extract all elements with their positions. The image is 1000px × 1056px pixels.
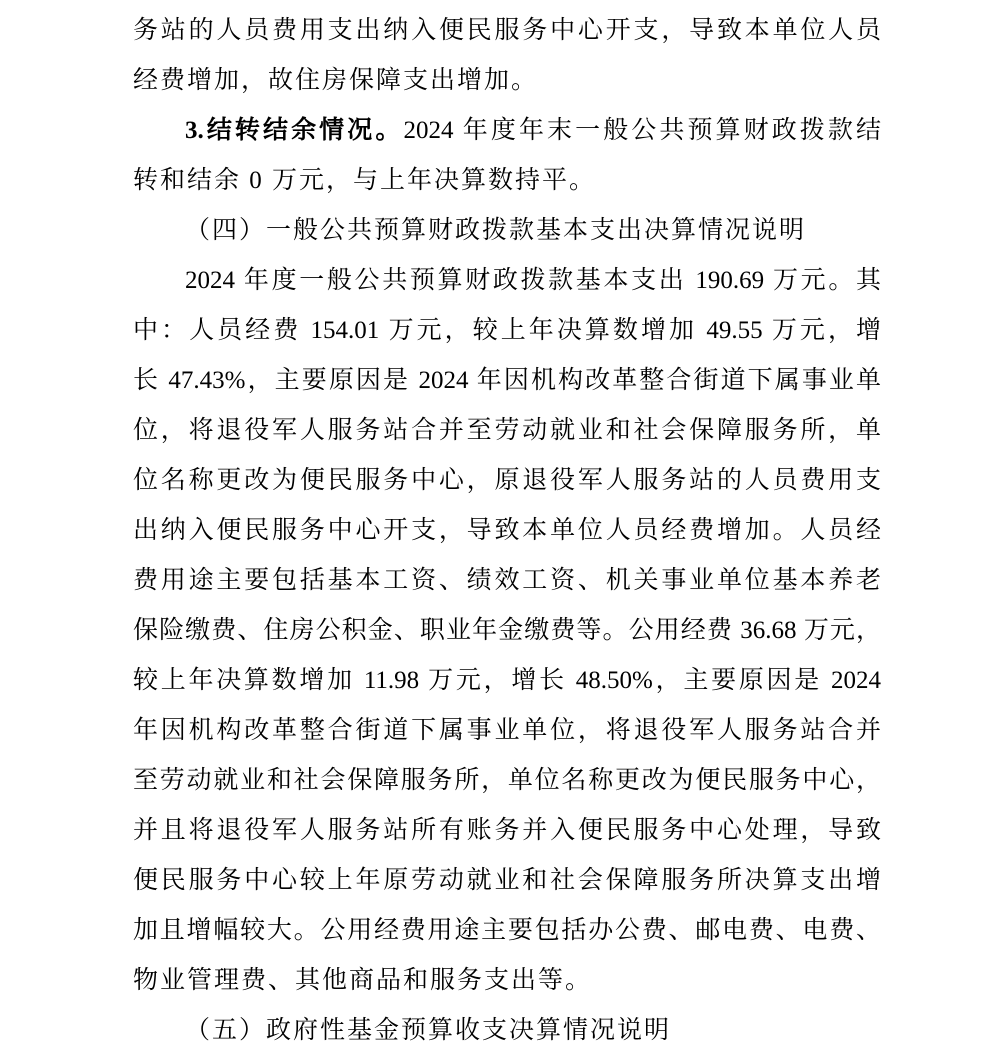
text-run: （四）一般公共预算财政拨款基本支出决算情况说明 — [185, 217, 807, 244]
text-run: 并且将退役军人服务站所有账务并入便民服务中心处理，导致 — [133, 817, 881, 844]
text-line — [133, 856, 881, 906]
text-line — [133, 706, 881, 756]
text-line — [133, 106, 881, 156]
text-run: 长 47.43%，主要原因是 2024 年因机构改革整合街道下属事业单 — [133, 367, 881, 394]
text-line — [133, 156, 881, 206]
text-line — [133, 456, 881, 506]
text-line — [133, 356, 881, 406]
text-run: 加且增幅较大。公用经费用途主要包括办公费、邮电费、电费、 — [133, 917, 881, 944]
text-run: 费用途主要包括基本工资、绩效工资、机关事业单位基本养老 — [133, 567, 881, 594]
text-run: 较上年决算数增加 11.98 万元，增长 48.50%，主要原因是 2024 — [133, 667, 881, 694]
text-line — [133, 206, 881, 256]
text-line — [133, 556, 881, 606]
text-run: 位名称更改为便民服务中心，原退役军人服务站的人员费用支 — [133, 467, 881, 494]
text-block — [133, 6, 881, 1056]
text-run: 便民服务中心较上年原劳动就业和社会保障服务所决算支出增 — [133, 867, 881, 894]
text-run: 转和结余 0 万元，与上年决算数持平。 — [133, 167, 597, 194]
bold-text-run: 3.结转结余情况。 — [185, 117, 404, 144]
text-line — [133, 506, 881, 556]
text-run: 2024 年度一般公共预算财政拨款基本支出 190.69 万元。其 — [185, 267, 881, 294]
text-run: 至劳动就业和社会保障服务所，单位名称更改为便民服务中心， — [133, 767, 881, 794]
text-line — [133, 6, 881, 56]
text-run: 中：人员经费 154.01 万元，较上年决算数增加 49.55 万元，增 — [133, 317, 881, 344]
text-run: 2024 年度年末一般公共预算财政拨款结 — [403, 117, 881, 144]
text-run: 位，将退役军人服务站合并至劳动就业和社会保障服务所，单 — [133, 417, 881, 444]
text-run: （五）政府性基金预算收支决算情况说明 — [185, 1017, 672, 1044]
text-run: 出纳入便民服务中心开支，导致本单位人员经费增加。人员经 — [133, 517, 881, 544]
text-run: 年因机构改革整合街道下属事业单位，将退役军人服务站合并 — [133, 717, 881, 744]
text-line — [133, 406, 881, 456]
text-run: 务站的人员费用支出纳入便民服务中心开支，导致本单位人员 — [133, 17, 881, 44]
text-run: 物业管理费、其他商品和服务支出等。 — [133, 967, 593, 994]
text-line — [133, 956, 881, 1006]
text-line — [133, 56, 881, 106]
text-line — [133, 806, 881, 856]
text-run: 经费增加，故住房保障支出增加。 — [133, 67, 539, 94]
text-line — [133, 656, 881, 706]
text-line — [133, 256, 881, 306]
text-line — [133, 1006, 881, 1056]
text-line — [133, 606, 881, 656]
text-run: 保险缴费、住房公积金、职业年金缴费等。公用经费 36.68 万元， — [133, 617, 881, 644]
text-line — [133, 906, 881, 956]
text-line — [133, 756, 881, 806]
text-line — [133, 306, 881, 356]
